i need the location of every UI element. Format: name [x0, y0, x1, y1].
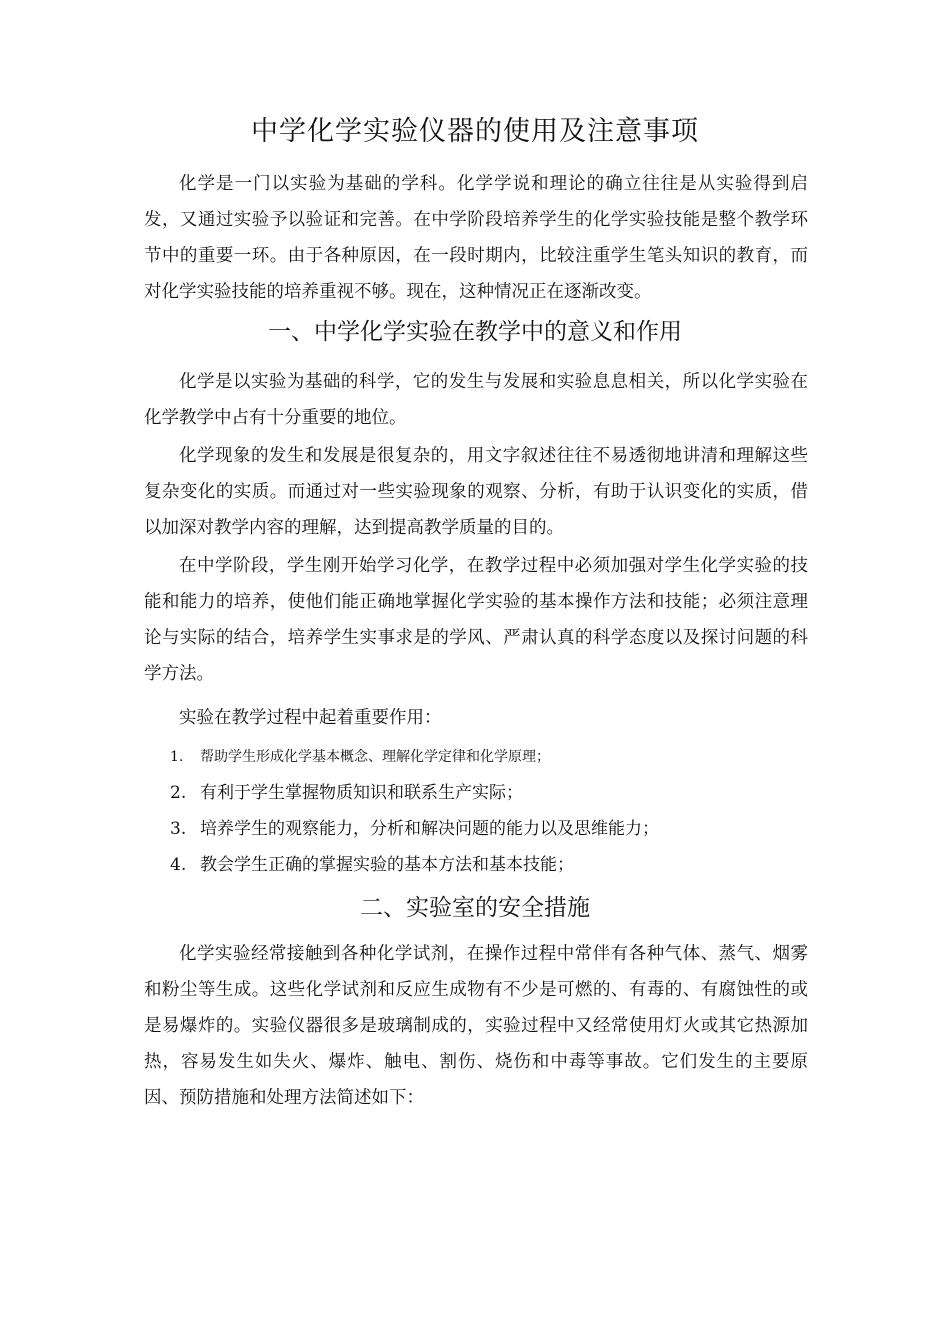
list-item-number: 3. [170, 819, 187, 839]
list-item-text: 帮助学生形成化学基本概念、理解化学定律和化学原理； [200, 749, 550, 765]
list-item-text: 培养学生的观察能力，分析和解决问题的能力以及思维能力； [200, 819, 659, 839]
list-item-number: 2. [170, 783, 187, 803]
list-item [170, 739, 810, 775]
section-2-heading: 二、实验室的安全措施 [360, 895, 590, 921]
list-item [170, 811, 810, 847]
list-item [170, 775, 810, 811]
list-item-text: 教会学生正确的掌握实验的基本方法和基本技能； [200, 855, 574, 875]
section-1-paragraph-4: 实验在教学过程中起着重要作用： [179, 708, 442, 728]
list-item-number: 1. [170, 749, 184, 765]
section-1-paragraph-2: 化学现象的发生和发展是很复杂的，用文字叙述往往不易透彻地讲清和理解这些复杂变化的实质。而通过对一些实验现象的观察、分析，有助于认识变化的实质，借以加深对教学内容的理解，达到提高教学质量的目的。 [144, 446, 808, 538]
importance-list [170, 739, 810, 883]
section-1-paragraph-1: 化学是以实验为基础的科学，它的发生与发展和实验息息相关，所以化学实验在化学教学中占有十分重要的地位。 [144, 372, 808, 428]
section-1-heading: 一、中学化学实验在教学中的意义和作用 [268, 319, 682, 345]
section-2-paragraph-1: 化学实验经常接触到各种化学试剂，在操作过程中常伴有各种气体、蒸气、烟雾和粉尘等生成。这些化学试剂和反应生成物有不少是可燃的、有毒的、有腐蚀性的或是易爆炸的。实验仪器很多是玻璃制成的，实验过程中又经常使用灯火或其它热源加热，容易发生如失火、爆炸、触电、割伤、烧伤和中毒等事故。它们发生的主要原因、预防措施和处理方法简述如下： [144, 944, 808, 1108]
document-title: 中学化学实验仪器的使用及注意事项 [251, 116, 699, 147]
section-1-paragraph-3: 在中学阶段，学生刚开始学习化学，在教学过程中必须加强对学生化学实验的技能和能力的培养，使他们能正确地掌握化学实验的基本操作方法和技能；必须注意理论与实际的结合，培养学生实事求是的学风、严肃认真的科学态度以及探讨问题的科学方法。 [144, 556, 808, 684]
list-item-text: 有利于学生掌握物质知识和联系生产实际； [200, 783, 523, 803]
intro-paragraph: 化学是一门以实验为基础的学科。化学学说和理论的确立往往是从实验得到启发，又通过实验予以验证和完善。在中学阶段培养学生的化学实验技能是整个教学环节中的重要一环。由于各种原因，在一段时期内，比较注重学生笔头知识的教育，而对化学实验技能的培养重视不够。现在，这种情况正在逐渐改变。 [144, 174, 808, 302]
list-item-number: 4. [170, 855, 187, 875]
list-item [170, 847, 810, 883]
